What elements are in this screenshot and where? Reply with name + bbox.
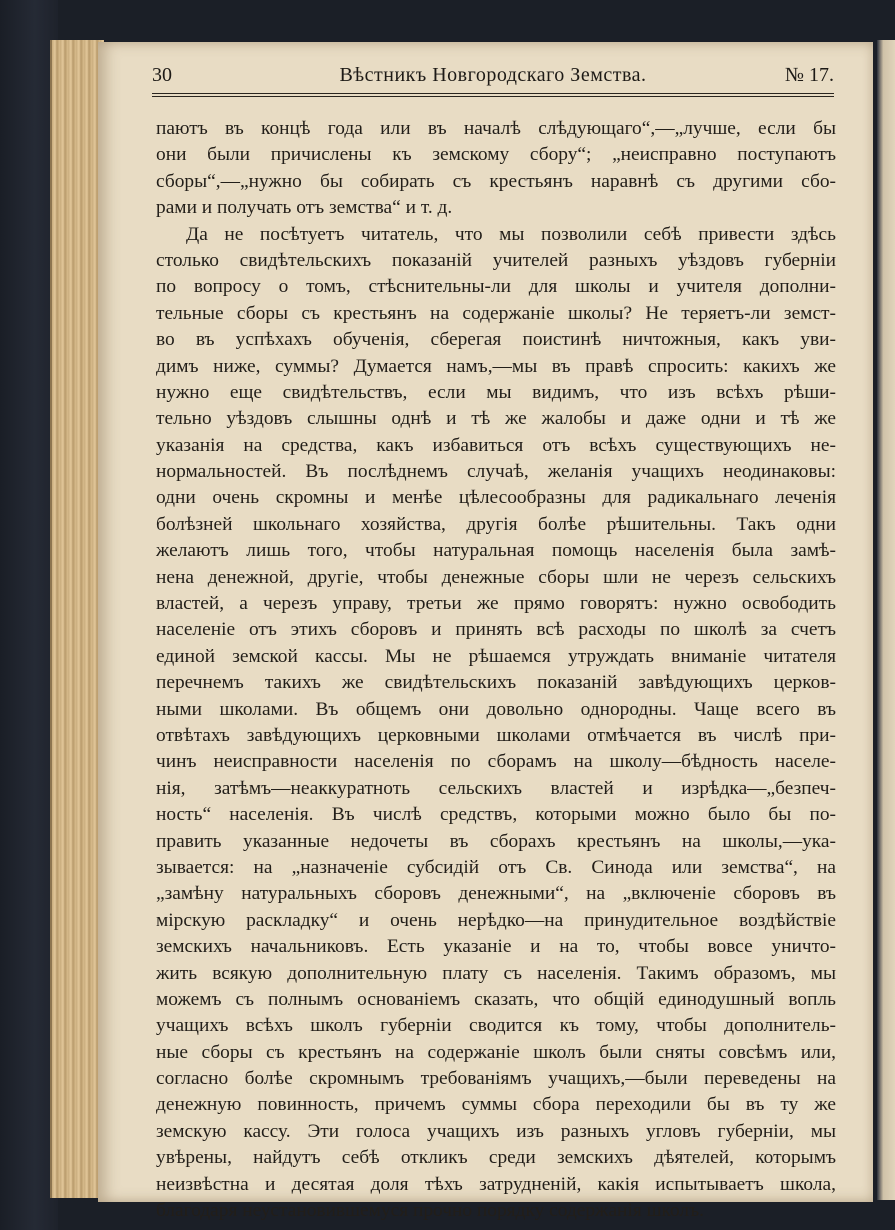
text-line: тельно уѣздовъ слышны однѣ и тѣ же жалобы и даже одни и тѣ же	[156, 408, 836, 430]
text-line: столько свидѣтельскихъ показаній учителей разныхъ уѣздовъ губерніи	[156, 249, 836, 271]
text-line: нужно еще свидѣтельствъ, если мы видимъ, что изъ всѣхъ рѣши-	[156, 381, 836, 403]
text-line: зывается: на „назначеніе субсидій отъ Св. Синода или земства“, на	[156, 856, 836, 878]
text-line: тельные сборы съ крестьянъ на содержаніе школы? Не теряетъ-ли земст-	[156, 302, 836, 324]
text-line: сборы“,—„нужно бы собирать съ крестьянъ наравнѣ съ другими сбо-	[156, 170, 836, 192]
text-line: отвѣтахъ завѣдующихъ церковными школами отмѣчается въ числѣ при-	[156, 724, 836, 746]
text-line: болѣзней школьнаго хозяйства, другія болѣе рѣшительны. Такъ одни	[156, 513, 836, 535]
text-line: властей, а черезъ управу, третьи же прямо говорятъ: нужно освободить	[156, 593, 836, 615]
text-line: денежную повинность, причемъ суммы сбора переходили бы въ ту же	[156, 1094, 836, 1116]
header-rule	[152, 93, 834, 97]
text-line: чинъ неисправности населенія по сборамъ на школу—бѣдность населе-	[156, 751, 836, 773]
text-line: земскихъ начальниковъ. Есть указаніе и на то, чтобы вовсе уничто-	[156, 936, 836, 958]
text-line: перечнемъ такихъ же свидѣтельскихъ показаній завѣдующихъ церков-	[156, 672, 836, 694]
text-line: по вопросу о томъ, стѣснительны-ли для школы и учителя дополни-	[156, 276, 836, 298]
text-line: согласно болѣе скромнымъ требованіямъ учащихъ,—были переведены на	[156, 1068, 836, 1090]
text-line: во въ успѣхахъ обученія, сберегая поистинѣ ничтожныя, какъ уви-	[156, 329, 836, 351]
text-line: править указанные недочеты въ сборахъ крестьянъ на школы,—ука-	[156, 830, 836, 852]
text-line: жить всякую дополнительную плату съ населенія. Такимъ образомъ, мы	[156, 962, 836, 984]
text-line: ными школами. Въ общемъ они довольно однородны. Чаще всего въ	[156, 698, 836, 720]
text-line: благодаря неустановившемуся прочно порядку содержанія школъ.	[156, 1200, 704, 1222]
text-line: одни очень скромны и менѣе цѣлесообразны для радикальнаго леченія	[156, 487, 836, 509]
text-line: единой земской кассы. Мы не рѣшаемся утруждать вниманіе читателя	[156, 645, 836, 667]
text-line: желаютъ лишь того, чтобы натуральная помощь населенія была замѣ-	[156, 540, 836, 562]
running-header	[152, 64, 834, 94]
text-line: нена денежной, другіе, чтобы денежные сборы шли не черезъ сельскихъ	[156, 566, 836, 588]
text-line: ность“ населенія. Въ числѣ средствъ, которыми можно было бы по-	[156, 804, 836, 826]
page-stack-edge	[50, 40, 104, 1198]
text-line: неизвѣстна и десятая доля тѣхъ затрудненій, какія испытываетъ школа,	[156, 1173, 836, 1195]
text-line: ные сборы съ крестьянъ на содержаніе школъ были сняты совсѣмъ или,	[156, 1041, 836, 1063]
text-line: увѣрены, найдутъ себѣ откликъ среди земскихъ дѣятелей, которымъ	[156, 1147, 836, 1169]
text-line: „замѣну натуральныхъ сборовъ денежными“, на „включеніе сборовъ въ	[156, 883, 836, 905]
page-number: 30	[152, 64, 172, 86]
text-line: нія, затѣмъ—неаккуратноть сельскихъ властей и изрѣдка—„безпеч-	[156, 777, 836, 799]
text-line: земскую кассу. Эти голоса учащихъ изъ разныхъ угловъ губерніи, мы	[156, 1120, 836, 1142]
text-line: учащихъ всѣхъ школъ губерніи сводится къ тому, чтобы дополнитель-	[156, 1015, 836, 1037]
text-line: они были причислены къ земскому сбору“; „неисправно поступаютъ	[156, 144, 836, 166]
issue-number: № 17.	[784, 64, 834, 86]
text-line: димъ ниже, суммы? Думается намъ,—мы въ правѣ спросить: какихъ же	[156, 355, 836, 377]
text-line: мірскую раскладку“ и очень нерѣдко—на принудительное воздѣйствіе	[156, 909, 836, 931]
facing-page-edge	[877, 40, 895, 1200]
text-line: населеніе отъ этихъ сборовъ и принять всѣ расходы по школѣ за счетъ	[156, 619, 836, 641]
journal-title: Вѣстникъ Новгородскаго Земства.	[339, 64, 647, 86]
text-line: указанія на средства, какъ избавиться отъ всѣхъ существующихъ не-	[156, 434, 836, 456]
text-line: Да не посѣтуетъ читатель, что мы позволили себѣ привести здѣсь	[186, 223, 836, 245]
text-line: паютъ въ концѣ года или въ началѣ слѣдующаго“,—„лучше, если бы	[156, 118, 836, 139]
text-line: рами и получать отъ земства“ и т. д.	[156, 197, 453, 219]
text-line: нормальностей. Въ послѣднемъ случаѣ, желанія учащихъ неодинаковы:	[156, 461, 836, 483]
body-text	[156, 116, 836, 1224]
text-line: можемъ съ полнымъ основаніемъ сказать, что общій единодушный вопль	[156, 988, 836, 1010]
